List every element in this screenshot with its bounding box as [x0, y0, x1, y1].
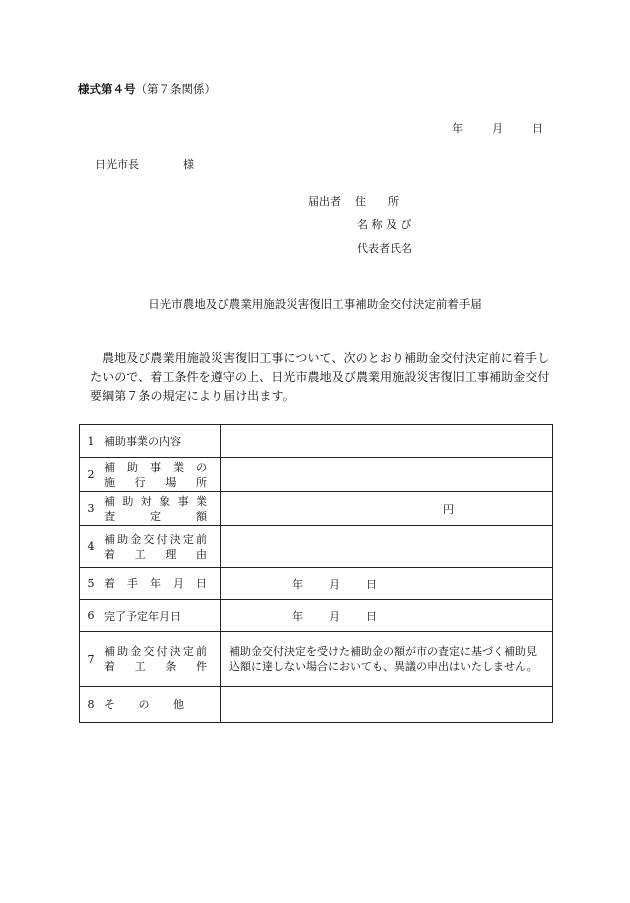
sender-label: 届出者 [308, 195, 341, 208]
start-date-field[interactable] [221, 568, 553, 600]
addressee-name: 日光市長 [95, 158, 139, 171]
label-line-1: 補 助 事 業 の [104, 460, 207, 474]
label-line-2: 査 定 額 [104, 509, 207, 523]
table-row-2 [80, 458, 553, 492]
yen-unit: 円 [443, 502, 454, 516]
table-row-1 [80, 425, 553, 458]
date-day-label: 日 [532, 122, 543, 135]
sender-address-label: 住 所 [355, 195, 399, 208]
row-label: 完了予定年月日 [102, 600, 221, 632]
table-row-3 [80, 492, 553, 526]
label-line-1: 補 助 金 交 付 決 定 前 [104, 532, 207, 546]
label-line-2: 施 行 場 所 [104, 475, 207, 489]
label-line-1: 補 助 金 交 付 決 定 前 [104, 645, 207, 658]
sender-representative-label: 代表者氏名 [357, 242, 412, 255]
form-article-reference: （第７条関係） [135, 82, 216, 96]
sender-name-label: 名 称 及 び [357, 218, 412, 231]
row-number: 8 [80, 687, 103, 723]
project-content-field[interactable] [221, 425, 553, 458]
label-line-1: 補 助 対 象 事 業 [104, 494, 207, 508]
row-label [102, 526, 221, 568]
row-label [102, 458, 221, 492]
row-number: 5 [80, 568, 103, 600]
month-label: 月 [329, 577, 340, 591]
row-label [102, 492, 221, 526]
assessed-amount-field[interactable] [221, 492, 553, 526]
label-line-2: 着 工 条 件 [104, 660, 207, 673]
form-number: 様式第４号（第７条関係） [78, 82, 216, 96]
date-year-label: 年 [452, 122, 463, 135]
other-notes-field[interactable] [221, 687, 553, 723]
row-number: 4 [80, 526, 103, 568]
date-month-label: 月 [492, 122, 503, 135]
body-paragraph: 農地及び農業用施設災害復旧工事について、次のとおり補助金交付決定前に着手したいので、着工条件を遵守の上、日光市農地及び農業用施設災害復旧工事補助金交付要綱第７条の規定により届け出ます。 [90, 351, 550, 403]
label-line-2: 着 工 理 由 [104, 547, 207, 561]
table-row-7 [80, 632, 553, 687]
year-label: 年 [292, 609, 303, 623]
row-number: 2 [80, 458, 103, 492]
year-label: 年 [292, 577, 303, 591]
day-label: 日 [366, 609, 377, 623]
submission-date [452, 120, 543, 136]
row-number: 6 [80, 600, 103, 632]
day-label: 日 [366, 577, 377, 591]
notification-form-table [79, 424, 553, 723]
table-row-4 [80, 526, 553, 568]
table-row-6 [80, 600, 553, 632]
completion-date-field[interactable] [221, 600, 553, 632]
month-label: 月 [329, 609, 340, 623]
start-conditions-text: 補助金交付決定を受けた補助金の額が市の査定に基づく補助見込額に達しない場合においても、異議の申出はいたしません。 [221, 632, 553, 687]
row-number: 3 [80, 492, 103, 526]
row-label: そ の 他 [102, 687, 221, 723]
document-title: 日光市農地及び農業用施設災害復旧工事補助金交付決定前着手届 [148, 297, 482, 311]
construction-site-field[interactable] [221, 458, 553, 492]
addressee-honorific: 様 [183, 158, 194, 171]
table-row-8 [80, 687, 553, 723]
table-row-5 [80, 568, 553, 600]
row-number: 1 [80, 425, 103, 458]
row-label [102, 632, 221, 687]
row-label: 着 手 年 月 日 [102, 568, 221, 600]
row-number: 7 [80, 632, 103, 687]
early-start-reason-field[interactable] [221, 526, 553, 568]
row-label: 補助事業の内容 [102, 425, 221, 458]
